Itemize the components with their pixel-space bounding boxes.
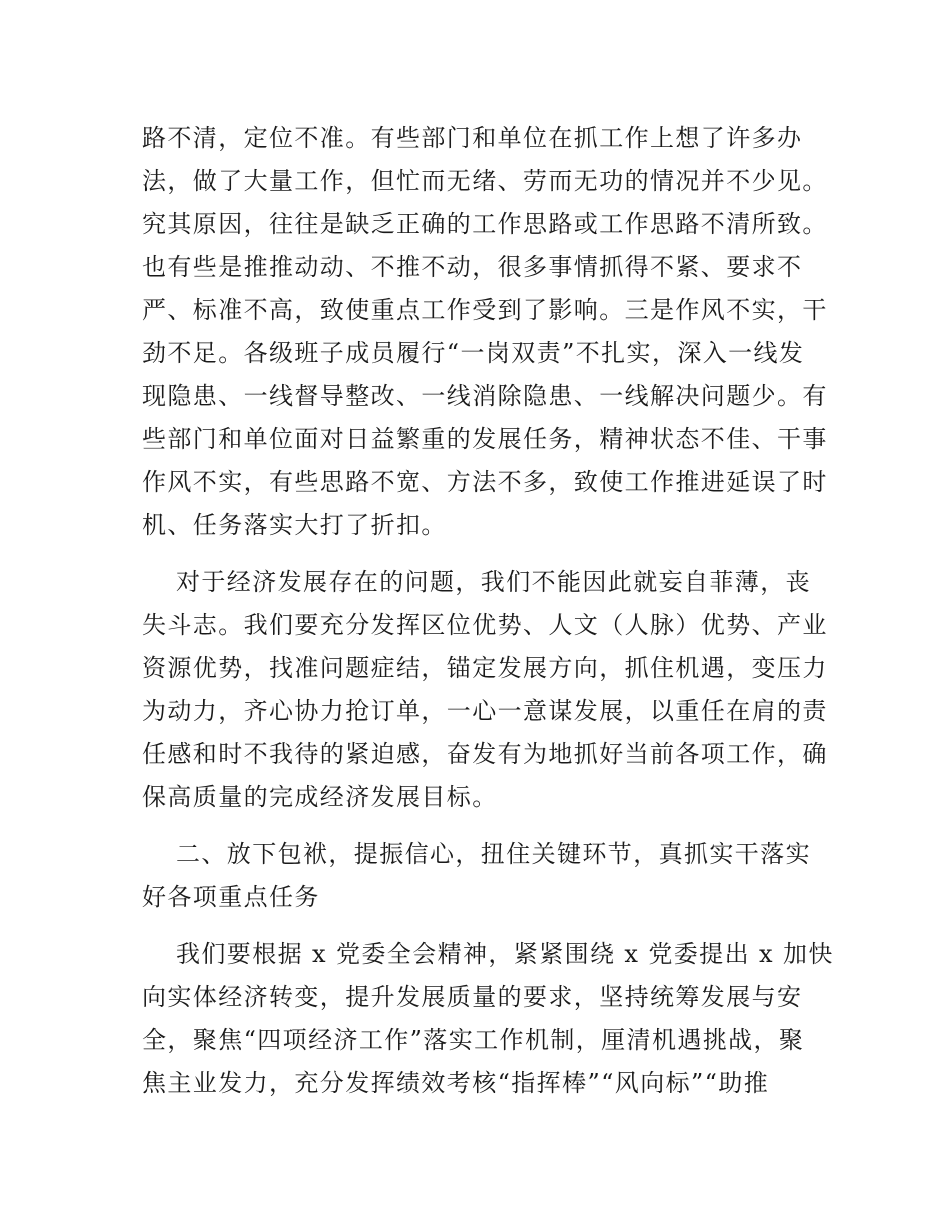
text-line: 作风不实，有些思路不宽、方法不多，致使工作推进延误了时 — [142, 468, 828, 496]
text-line: 全，聚焦“四项经济工作”落实工作机制，厘清机遇挑战，聚 — [142, 1026, 805, 1054]
text-line: 我们要根据 x 党委全会精神，紧紧围绕 x 党委提出 x 加快 — [176, 940, 834, 968]
text-line: 些部门和单位面对日益繁重的发展任务，精神状态不佳、干事 — [142, 425, 828, 453]
text-line: 向实体经济转变，提升发展质量的要求，坚持统筹发展与安 — [142, 983, 803, 1011]
text-line: 劲不足。各级班子成员履行“一岗双责”不扎实，深入一线发 — [142, 339, 805, 367]
text-line: 严、标准不高，致使重点工作受到了影响。三是作风不实，干 — [142, 296, 828, 324]
text-line: 失斗志。我们要充分发挥区位优势、人文（人脉）优势、产业 — [142, 611, 828, 639]
text-line: 究其原因，往往是缺乏正确的工作思路或工作思路不清所致。 — [142, 210, 828, 238]
section-heading-line: 好各项重点任务 — [142, 883, 320, 911]
text-line: 机、任务落实大打了折扣。 — [142, 511, 447, 539]
text-line: 也有些是推推动动、不推不动，很多事情抓得不紧、要求不 — [142, 253, 803, 281]
text-line: 对于经济发展存在的问题，我们不能因此就妄自菲薄，丧 — [176, 568, 811, 596]
text-line: 法，做了大量工作，但忙而无绪、劳而无功的情况并不少见。 — [142, 167, 828, 195]
section-heading-line: 二、放下包袱，提振信心，扭住关键环节，真抓实干落实 — [176, 840, 811, 868]
text-line: 现隐患、一线督导整改、一线消除隐患、一线解决问题少。有 — [142, 382, 828, 410]
text-line: 路不清，定位不准。有些部门和单位在抓工作上想了许多办 — [142, 124, 803, 152]
text-line: 任感和时不我待的紧迫感，奋发有为地抓好当前各项工作，确 — [142, 740, 828, 768]
text-line: 资源优势，找准问题症结，锚定发展方向，抓住机遇，变压力 — [142, 654, 828, 682]
text-line: 保高质量的完成经济发展目标。 — [142, 783, 498, 811]
text-line: 为动力，齐心协力抢订单，一心一意谋发展，以重任在肩的责 — [142, 697, 828, 725]
text-line: 焦主业发力，充分发挥绩效考核“指挥棒”“风向标”“助推 — [142, 1069, 770, 1097]
